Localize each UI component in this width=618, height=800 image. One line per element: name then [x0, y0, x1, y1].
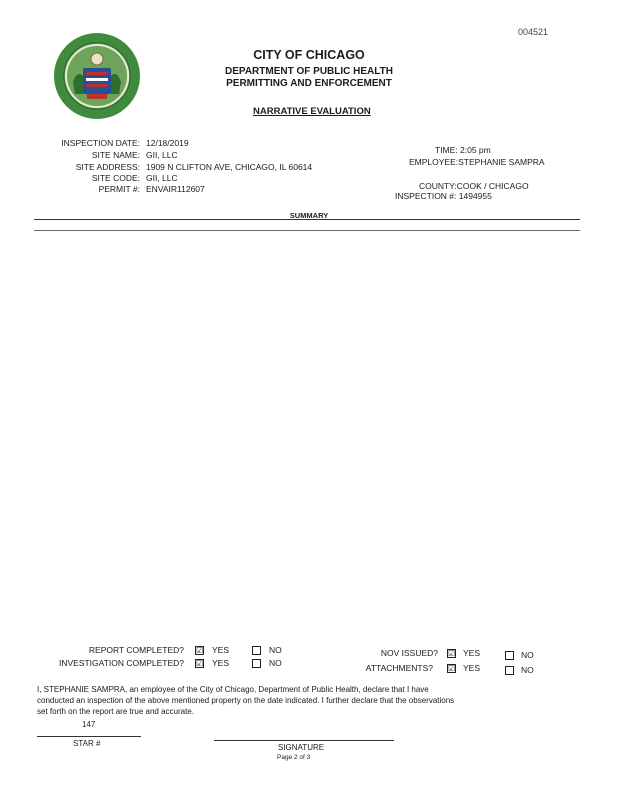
investigation-completed-yes-label: YES — [212, 658, 230, 668]
nov-issued-no-label: NO — [521, 650, 534, 660]
attachments-label: ATTACHMENTS? — [365, 663, 433, 673]
page-number: Page 2 of 3 — [277, 754, 311, 761]
site-code-label: SITE CODE: — [91, 173, 140, 183]
site-name-value: GII, LLC — [146, 150, 178, 160]
site-address-label: SITE ADDRESS: — [75, 162, 140, 172]
declaration-text: I, STEPHANIE SAMPRA, an employee of the City of Chicago, Department of Public Health, declare that I have conducted an inspection of the above mentioned property on the date indicated. I further declare that the observations set forth on the report are true and accurate. — [37, 685, 455, 716]
investigation-completed-label: INVESTIGATION COMPLETED? — [58, 658, 184, 668]
star-label: STAR # — [73, 739, 101, 748]
department-title — [0, 66, 618, 90]
department-line-2: PERMITTING AND ENFORCEMENT — [226, 78, 392, 89]
signature-label: SIGNATURE — [278, 743, 325, 752]
form-title: NARRATIVE EVALUATION — [253, 106, 371, 117]
inspection-date-value: 12/18/2019 — [146, 138, 189, 148]
time-field: TIME: 2:05 pm — [435, 145, 491, 155]
investigation-completed-no-label: NO — [269, 658, 282, 668]
report-completed-yes-label: YES — [212, 645, 230, 655]
report-completed-no-checkbox[interactable] — [252, 646, 261, 655]
star-number-value: 147 — [82, 720, 96, 729]
permit-value: ENVAIR112607 — [146, 184, 205, 194]
summary-label: SUMMARY — [289, 211, 329, 220]
attachments-no-label: NO — [521, 665, 534, 675]
nov-issued-label: NOV ISSUED? — [380, 648, 438, 658]
nov-issued-yes-label: YES — [463, 648, 481, 658]
inspection-date-label: INSPECTION DATE: — [61, 138, 140, 148]
city-title: CITY OF CHICAGO — [253, 48, 365, 62]
employee-field: EMPLOYEE:STEPHANIE SAMPRA — [409, 157, 545, 167]
report-completed-no-label: NO — [269, 645, 282, 655]
department-line-1: DEPARTMENT OF PUBLIC HEALTH — [225, 66, 393, 77]
site-address-value: 1909 N CLIFTON AVE, CHICAGO, IL 60614 — [146, 162, 313, 172]
inspection-number-field: INSPECTION #: 1494955 — [395, 191, 492, 201]
site-code-value: GII, LLC — [146, 173, 178, 183]
attachments-yes-label: YES — [463, 663, 481, 673]
nov-issued-yes-checkbox[interactable]: ☑ — [448, 649, 456, 658]
star-line — [37, 736, 141, 737]
report-completed-yes-checkbox[interactable]: ☑ — [196, 646, 204, 655]
attachments-no-checkbox[interactable] — [505, 666, 514, 675]
county-field: COUNTY:COOK / CHICAGO — [419, 181, 529, 191]
signature-line — [214, 740, 394, 741]
report-completed-label: REPORT COMPLETED? — [88, 645, 184, 655]
investigation-completed-no-checkbox[interactable] — [252, 659, 261, 668]
permit-label: PERMIT #: — [98, 184, 140, 194]
summary-body — [34, 232, 580, 632]
nov-issued-no-checkbox[interactable] — [505, 651, 514, 660]
document-number: 004521 — [517, 27, 548, 37]
site-name-label: SITE NAME: — [91, 150, 140, 160]
summary-divider — [34, 230, 580, 231]
investigation-completed-yes-checkbox[interactable]: ☑ — [196, 659, 204, 668]
attachments-yes-checkbox[interactable]: ☑ — [448, 664, 456, 673]
